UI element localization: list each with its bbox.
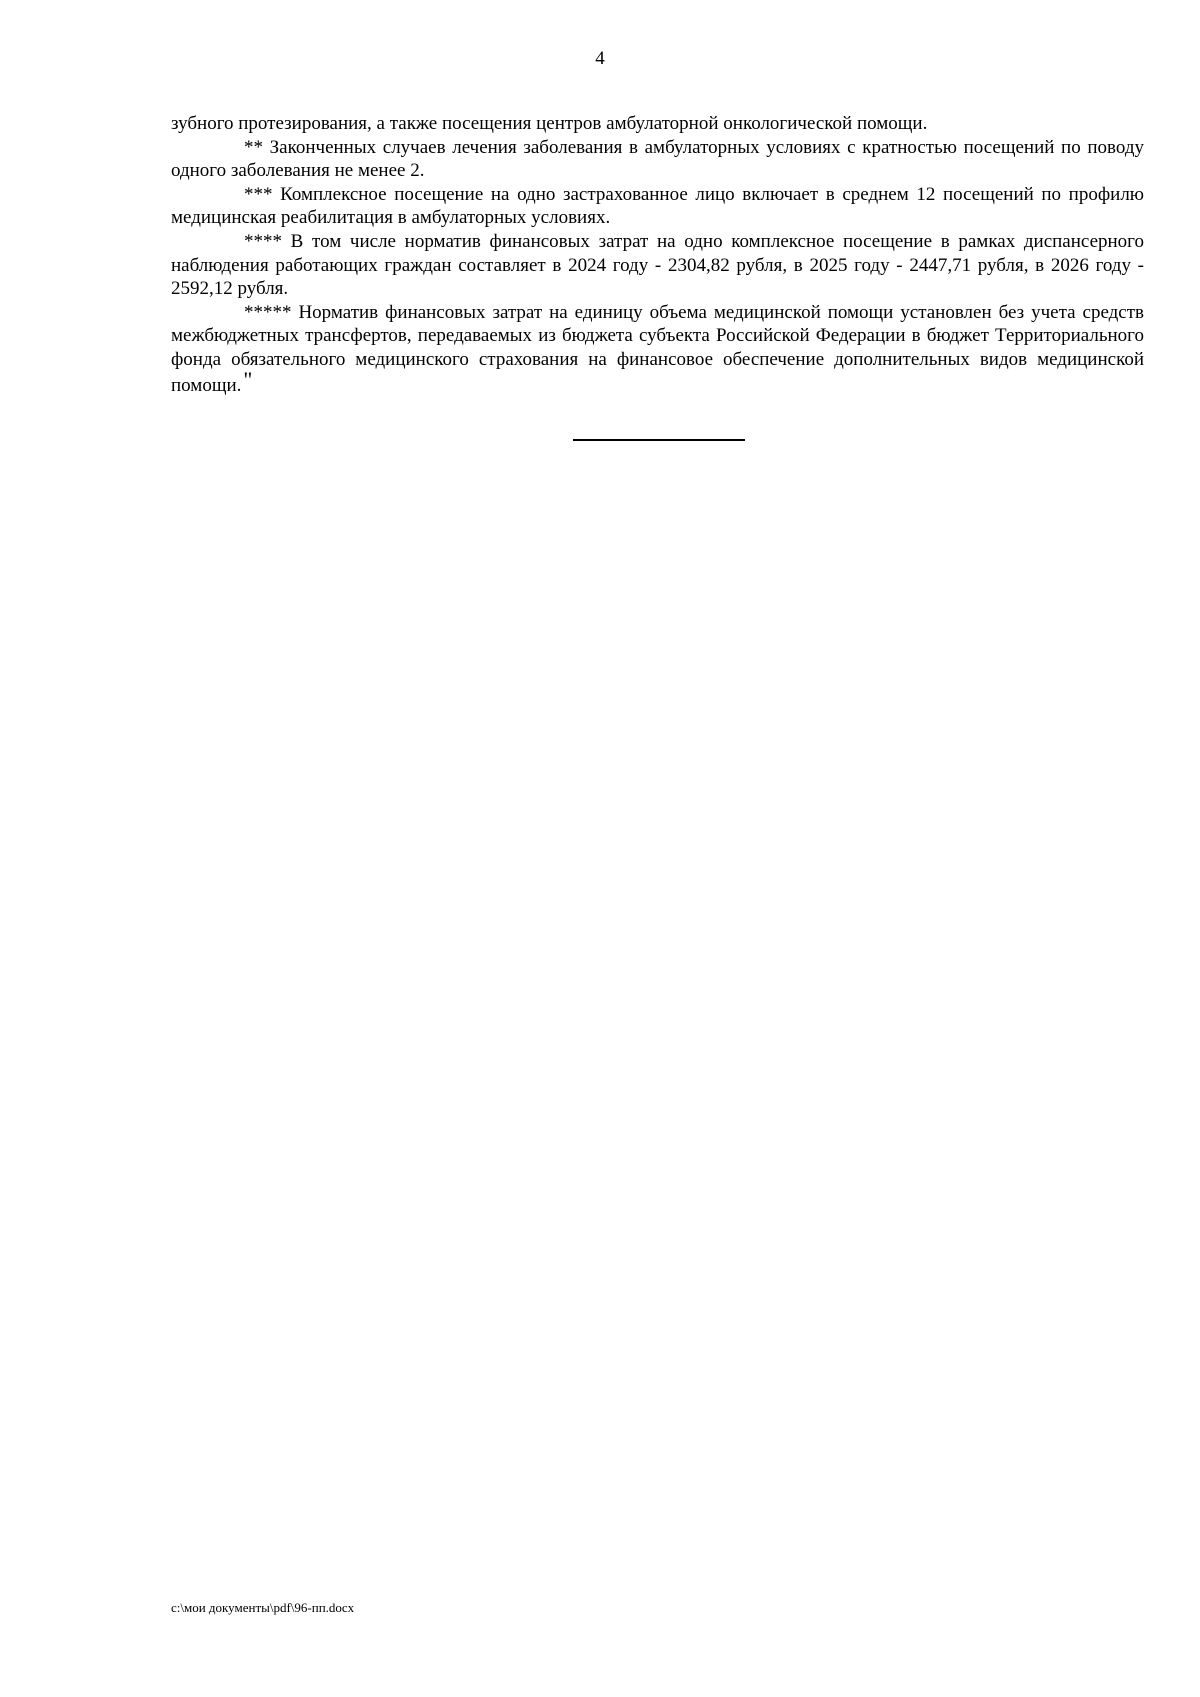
footer-file-path: c:\мои документы\pdf\96-пп.docx bbox=[171, 1600, 355, 1615]
paragraph-continuation: зубного протезирования, а также посещения центров амбулаторной онкологической помощи. bbox=[171, 113, 928, 134]
footnote-5-stars bbox=[171, 301, 1144, 397]
end-of-text-rule bbox=[573, 439, 745, 441]
footnote-3-stars: *** Комплексное посещение на одно застрахованное лицо включает в среднем 12 посещений по профилю медицинская реабилитация в амбулаторных условиях. bbox=[171, 183, 1144, 229]
closing-quote-mark: " bbox=[243, 366, 253, 392]
footnote-2-stars: ** Законченных случаев лечения заболевания в амбулаторных условиях с кратностью посещений по поводу одного заболевания не менее 2. bbox=[171, 136, 1144, 182]
document-body bbox=[171, 112, 1144, 397]
page-number: 4 bbox=[595, 48, 605, 69]
footnote-4-stars: **** В том числе норматив финансовых затрат на одно комплексное посещение в рамках диспансерного наблюдения работающих граждан составляет в 2024 году - 2304,82 рубля, в 2025 году - 2447,71 рубля, в 2026 году - 2592,12 рубля. bbox=[171, 230, 1144, 300]
footnote-5-stars-text: ***** Норматив финансовых затрат на единицу объема медицинской помощи установлен без учета средств межбюджетных трансфертов, передаваемых из бюджета субъекта Российской Федерации в бюджет Территориального фонда обязательного медицинского страхования на финансовое обеспечение дополнительных видов медицинской помощи. bbox=[171, 301, 1144, 396]
